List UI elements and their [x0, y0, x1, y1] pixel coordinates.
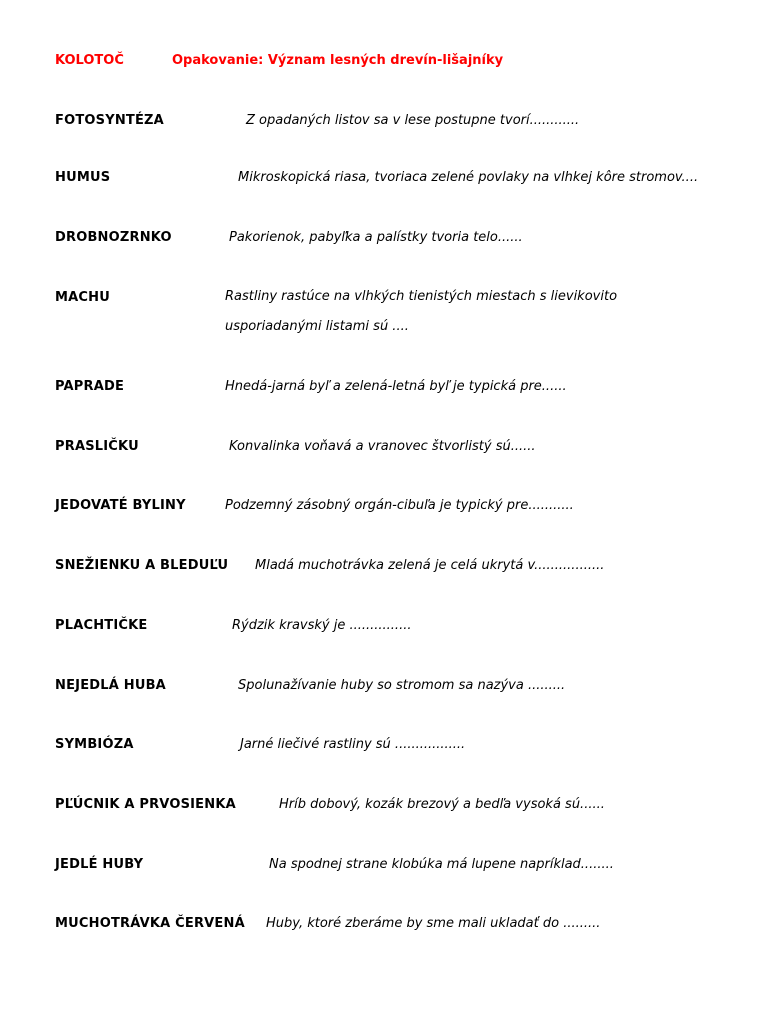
definition: Rastliny rastúce na vlhkých tienistých miestach s lievikovito usporiadanými listami sú .... — [225, 289, 618, 334]
definition: Pakorienok, pabyľka a palístky tvoria telo...... — [229, 230, 523, 245]
definition: Rýdzik kravský je ............... — [232, 618, 412, 633]
term: FOTOSYNTÉZA — [55, 113, 164, 128]
definition: Hnedá-jarná byľ a zelená-letná byľ je typická pre...... — [225, 379, 567, 394]
definition: Mladá muchotrávka zelená je celá ukrytá v................. — [255, 558, 605, 573]
definition: Konvalinka voňavá a vranovec štvorlistý sú...... — [229, 439, 536, 454]
term: NEJEDLÁ HUBA — [55, 678, 166, 693]
definition: Mikroskopická riasa, tvoriaca zelené povlaky na vlhkej kôre stromov.... — [238, 170, 699, 185]
term: JEDOVATÉ BYLINY — [55, 498, 186, 513]
definition: Podzemný zásobný orgán-cibuľa je typický pre........... — [225, 498, 574, 513]
term: DROBNOZRNKO — [55, 230, 172, 245]
term: PAPRADE — [55, 379, 125, 394]
term: HUMUS — [55, 170, 111, 185]
term: PLACHTIČKE — [55, 618, 148, 633]
definition: Jarné liečivé rastliny sú ................. — [240, 737, 466, 752]
definition: Hríb dobový, kozák brezový a bedľa vysoká sú...... — [279, 797, 605, 812]
document-subtitle: Opakovanie: Význam lesných drevín-lišajníky — [172, 53, 504, 68]
term: PRASLIČKU — [55, 439, 139, 454]
term: MUCHOTRÁVKA ČERVENÁ — [55, 916, 245, 931]
page-header — [55, 53, 504, 68]
term: SYMBIÓZA — [55, 737, 134, 752]
term: JEDLÉ HUBY — [55, 857, 144, 872]
term: MACHU — [55, 290, 110, 305]
term: SNEŽIENKU A BLEDUĽU — [55, 558, 229, 573]
definition: Na spodnej strane klobúka má lupene napríklad........ — [269, 857, 614, 872]
definition: Huby, ktoré zberáme by sme mali ukladať do ......... — [266, 916, 601, 931]
document-title: KOLOTOČ — [55, 53, 124, 68]
definition: Spolunažívanie huby so stromom sa nazýva ......... — [238, 678, 566, 693]
term: PĽÚCNIK A PRVOSIENKA — [55, 797, 236, 812]
definition: Z opadaných listov sa v lese postupne tvorí............ — [246, 113, 580, 128]
